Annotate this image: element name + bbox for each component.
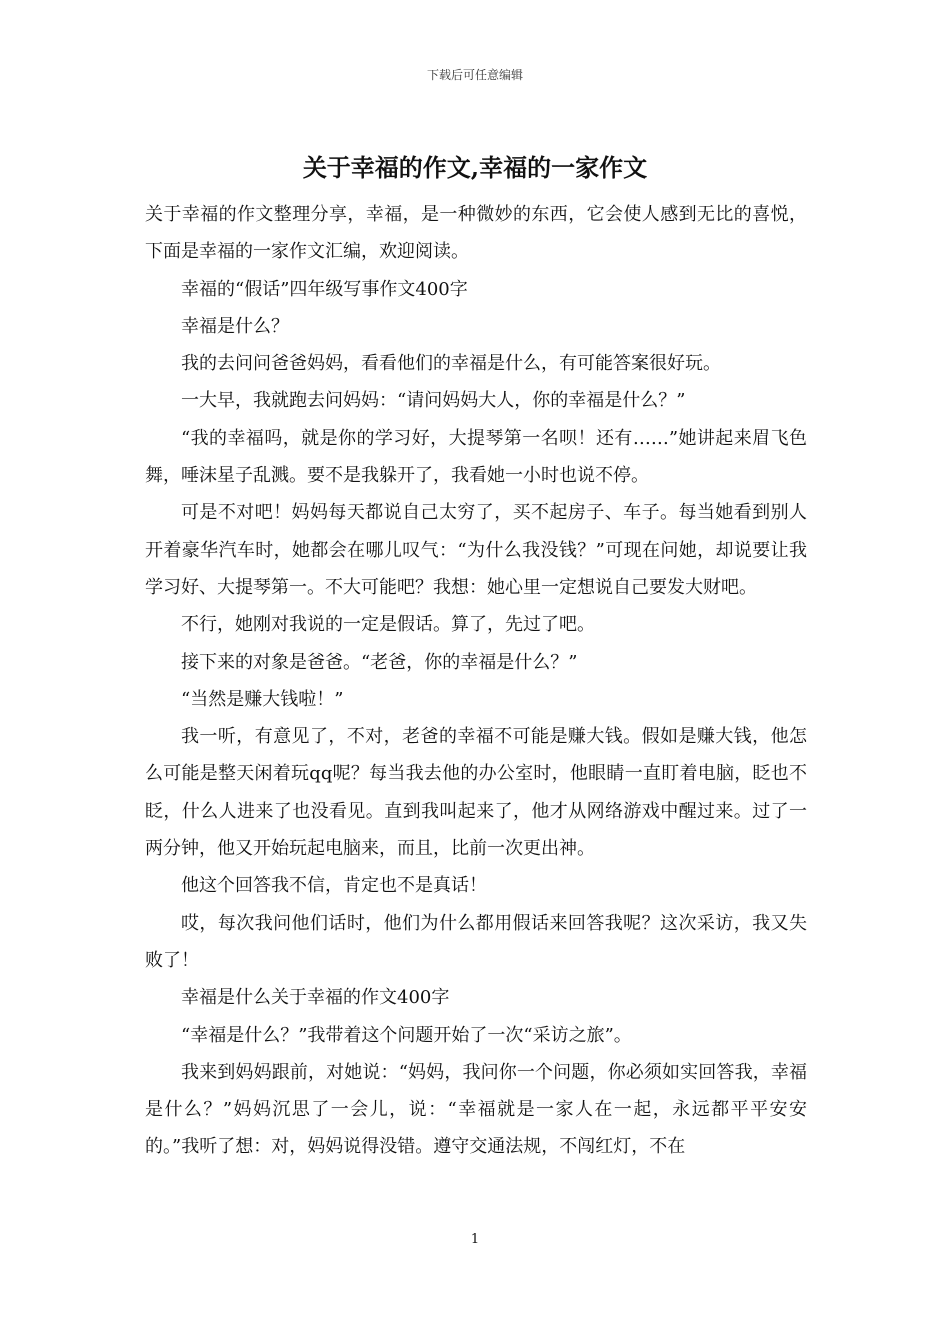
paragraph: “幸福是什么？”我带着这个问题开始了一次“采访之旅”。 [181,1024,632,1046]
paragraph: “当然是赚大钱啦！” [181,688,344,710]
paragraph: 一大早，我就跑去问妈妈：“请问妈妈大人，你的幸福是什么？” [181,390,686,412]
paragraph: 我的去问问爸爸妈妈，看看他们的幸福是什么，有可能答案很好玩。 [181,353,721,375]
paragraph: 哎，每次我问他们话时，他们为什么都用假话来回答我呢？这次采访，我又失败了！ [145,912,807,971]
paragraph-intro: 关于幸福的作文整理分享，幸福，是一种微妙的东西，它会使人感到无比的喜悦，下面是幸福的一家作文汇编，欢迎阅读。 [145,204,807,263]
paragraph: 我来到妈妈跟前，对她说：“妈妈，我问你一个问题，你必须如实回答我，幸福是什么？”妈妈沉思了一会儿，说：“幸福就是一家人在一起，永远都平平安安的。”我听了想：对，妈妈说得没错。遵守交通法规，不闯红灯，不在 [145,1061,807,1158]
paragraph: 幸福是什么？ [181,315,289,337]
paragraph: 他这个回答我不信，肯定也不是真话！ [181,875,487,897]
document-body [145,196,807,1166]
document-title: 关于幸福的作文,幸福的一家作文 [302,153,648,182]
paragraph: 不行，她刚对我说的一定是假话。算了，先过了吧。 [181,614,595,636]
paragraph-subtitle-2: 幸福是什么关于幸福的作文400字 [181,987,450,1009]
page-header-note: 下载后可任意编辑 [426,68,523,82]
paragraph: 可是不对吧！妈妈每天都说自己太穷了，买不起房子、车子。每当她看到别人开着豪华汽车时，她都会在哪儿叹气：“为什么我没钱？”可现在问她，却说要让我学习好、大提琴第一。不大可能吧？我想：她心里一定想说自己要发大财吧。 [145,502,807,598]
paragraph: 我一听，有意见了，不对，老爸的幸福不可能是赚大钱。假如是赚大钱，他怎么可能是整天闲着玩qq呢？每当我去他的办公室时，他眼睛一直盯着电脑，眨也不眨，什么人进来了也没看见。直到我叫起来了，他才从网络游戏中醒过来。过了一两分钟，他又开始玩起电脑来，而且，比前一次更出神。 [145,726,807,860]
paragraph: “我的幸福吗，就是你的学习好，大提琴第一名呗！还有……”她讲起来眉飞色舞，唾沫星子乱溅。要不是我躲开了，我看她一小时也说不停。 [145,427,807,487]
paragraph-subtitle-1: 幸福的“假话”四年级写事作文400字 [181,278,468,300]
paragraph: 接下来的对象是爸爸。“老爸，你的幸福是什么？” [181,651,578,673]
page-number: 1 [470,1232,480,1247]
